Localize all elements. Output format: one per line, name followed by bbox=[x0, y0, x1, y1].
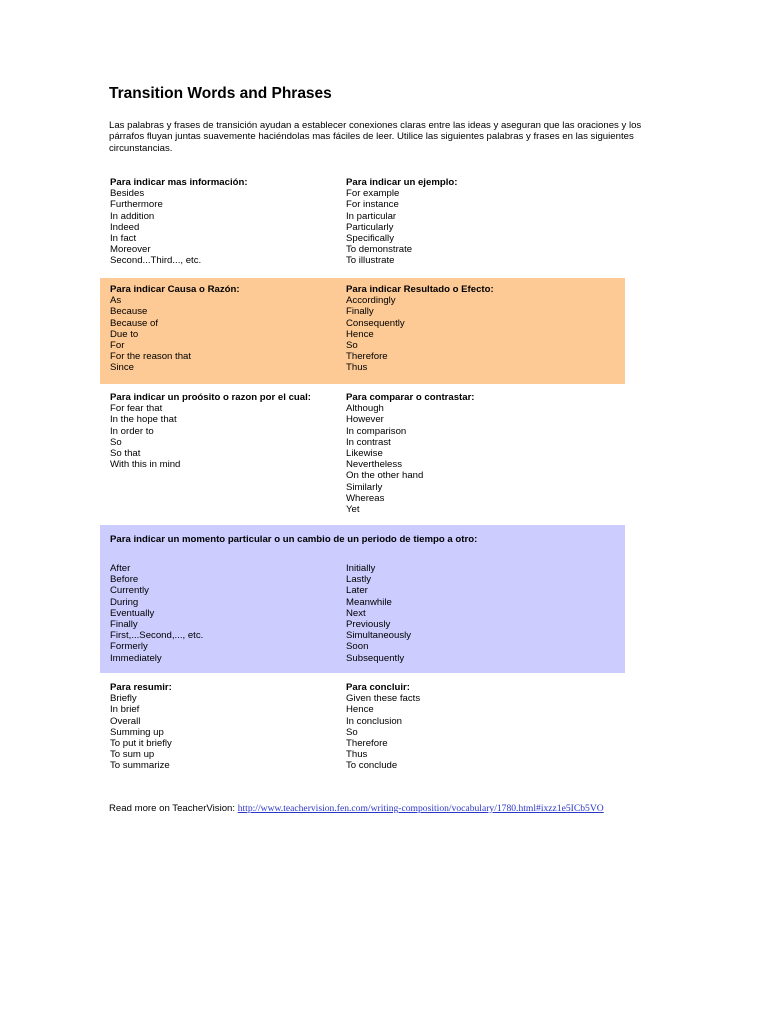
intro-paragraph: Las palabras y frases de transición ayudan a establecer conexiones claras entre las ideas y aseguran que las oraciones y los párrafos fluyan juntas suavemente haciéndolas mas fáciles de leer. Utilice las siguientes palabras y frases en las siguientes circunstancias. bbox=[109, 120, 642, 154]
info-column bbox=[110, 177, 340, 267]
list-item: To demonstrate bbox=[346, 244, 413, 256]
list-item: Currently bbox=[110, 585, 149, 597]
time-left-column bbox=[110, 563, 340, 664]
list-item: So that bbox=[110, 448, 141, 460]
list-item: Due to bbox=[110, 328, 139, 340]
list-item: In comparison bbox=[346, 425, 407, 437]
list-item: Since bbox=[110, 362, 134, 374]
list-item: Finally bbox=[346, 306, 374, 318]
list-item: Meanwhile bbox=[346, 596, 392, 608]
compare-list bbox=[346, 403, 616, 515]
list-item: To put it briefly bbox=[110, 738, 172, 750]
time-right-column bbox=[346, 563, 616, 664]
list-item: In brief bbox=[110, 704, 140, 716]
list-item: In the hope that bbox=[110, 414, 177, 426]
list-item: Simultaneously bbox=[346, 630, 412, 642]
list-item: To summarize bbox=[110, 760, 170, 772]
list-item: Moreover bbox=[110, 244, 151, 256]
footer-text: Read more on TeacherVision: bbox=[109, 803, 238, 814]
list-item: Besides bbox=[110, 188, 145, 200]
list-item: On the other hand bbox=[346, 470, 424, 482]
list-item: Finally bbox=[110, 619, 138, 631]
list-item: Specifically bbox=[346, 233, 394, 245]
conclude-list bbox=[346, 693, 616, 771]
list-item: Briefly bbox=[110, 693, 137, 705]
list-item: First,...Second,..., etc. bbox=[110, 630, 204, 642]
list-item: To illustrate bbox=[346, 255, 395, 267]
list-item: Subsequently bbox=[346, 652, 405, 664]
conclude-column bbox=[346, 682, 616, 772]
section-cause-result bbox=[100, 278, 625, 384]
list-item: Given these facts bbox=[346, 693, 421, 705]
list-item: Second...Third..., etc. bbox=[110, 255, 202, 267]
list-item: Formerly bbox=[110, 641, 148, 653]
time-heading: Para indicar un momento particular o un cambio de un periodo de tiempo a otro: bbox=[110, 534, 478, 545]
teachervision-link[interactable]: http://www.teachervision.fen.com/writing-composition/vocabulary/1780.html#ixzz1e5ICb5VO bbox=[237, 803, 604, 814]
list-item: Consequently bbox=[346, 317, 405, 329]
cause-column bbox=[110, 284, 340, 374]
list-item: Overall bbox=[110, 715, 141, 727]
time-right-list bbox=[346, 563, 616, 664]
list-item: Before bbox=[110, 574, 139, 586]
list-item: Summing up bbox=[110, 726, 164, 738]
list-item: After bbox=[110, 563, 131, 574]
info-heading: Para indicar mas información: bbox=[110, 177, 248, 188]
list-item: For example bbox=[346, 188, 400, 200]
list-item: Previously bbox=[346, 619, 391, 631]
list-item: Particularly bbox=[346, 221, 394, 233]
list-item: Eventually bbox=[110, 607, 155, 619]
compare-column bbox=[346, 392, 616, 515]
conclude-heading: Para concluir: bbox=[346, 682, 410, 693]
section-summarize-conclude bbox=[100, 682, 625, 774]
list-item: In contrast bbox=[346, 436, 391, 448]
list-item: Because of bbox=[110, 317, 159, 329]
list-item: Furthermore bbox=[110, 199, 163, 211]
list-item: Whereas bbox=[346, 492, 385, 504]
list-item: In order to bbox=[110, 425, 154, 437]
list-item: For the reason that bbox=[110, 351, 192, 363]
list-item: As bbox=[110, 295, 122, 307]
list-item: Likewise bbox=[346, 448, 383, 460]
list-item: Accordingly bbox=[346, 295, 396, 307]
result-heading: Para indicar Resultado o Efecto: bbox=[346, 284, 494, 295]
compare-heading: Para comparar o contrastar: bbox=[346, 392, 475, 403]
list-item: Therefore bbox=[346, 738, 388, 750]
section-purpose-compare bbox=[100, 392, 625, 516]
list-item: For instance bbox=[346, 199, 399, 211]
purpose-column bbox=[110, 392, 340, 470]
list-item: Hence bbox=[346, 704, 374, 716]
list-item: In fact bbox=[110, 233, 137, 245]
list-item: Immediately bbox=[110, 652, 162, 664]
list-item: Similarly bbox=[346, 481, 383, 493]
cause-heading: Para indicar Causa o Razón: bbox=[110, 284, 240, 295]
time-left-list bbox=[110, 563, 340, 664]
list-item: Initially bbox=[346, 563, 376, 574]
info-list bbox=[110, 188, 340, 266]
result-column bbox=[346, 284, 616, 374]
list-item: Nevertheless bbox=[346, 459, 402, 471]
summarize-list bbox=[110, 693, 340, 771]
section-info-example bbox=[100, 177, 625, 269]
result-list bbox=[346, 295, 616, 373]
purpose-heading: Para indicar un proósito o razon por el cual: bbox=[110, 392, 311, 403]
list-item: Yet bbox=[346, 504, 360, 516]
list-item: With this in mind bbox=[110, 459, 181, 471]
list-item: Indeed bbox=[110, 221, 140, 233]
example-heading: Para indicar un ejemplo: bbox=[346, 177, 458, 188]
list-item: So bbox=[346, 340, 358, 352]
list-item: So bbox=[346, 726, 358, 738]
list-item: However bbox=[346, 414, 384, 426]
list-item: Thus bbox=[346, 362, 368, 374]
list-item: In addition bbox=[110, 210, 155, 222]
list-item: Because bbox=[110, 306, 148, 318]
example-list bbox=[346, 188, 616, 266]
cause-list bbox=[110, 295, 340, 373]
section-time bbox=[100, 525, 625, 673]
list-item: Thus bbox=[346, 749, 368, 761]
purpose-list bbox=[110, 403, 340, 470]
summarize-column bbox=[110, 682, 340, 772]
list-item: To sum up bbox=[110, 749, 155, 761]
list-item: During bbox=[110, 596, 139, 608]
list-item: To conclude bbox=[346, 760, 398, 772]
list-item: For bbox=[110, 340, 125, 352]
list-item: So bbox=[110, 436, 122, 448]
list-item: Although bbox=[346, 403, 384, 415]
list-item: In particular bbox=[346, 210, 397, 222]
example-column bbox=[346, 177, 616, 267]
summarize-heading: Para resumir: bbox=[110, 682, 172, 693]
page-title: Transition Words and Phrases bbox=[109, 85, 332, 102]
list-item: Later bbox=[346, 585, 368, 597]
list-item: For fear that bbox=[110, 403, 163, 415]
list-item: Hence bbox=[346, 328, 374, 340]
list-item: Soon bbox=[346, 641, 369, 653]
footer bbox=[109, 803, 604, 814]
list-item: Therefore bbox=[346, 351, 388, 363]
list-item: In conclusion bbox=[346, 715, 402, 727]
list-item: Next bbox=[346, 607, 366, 619]
list-item: Lastly bbox=[346, 574, 372, 586]
